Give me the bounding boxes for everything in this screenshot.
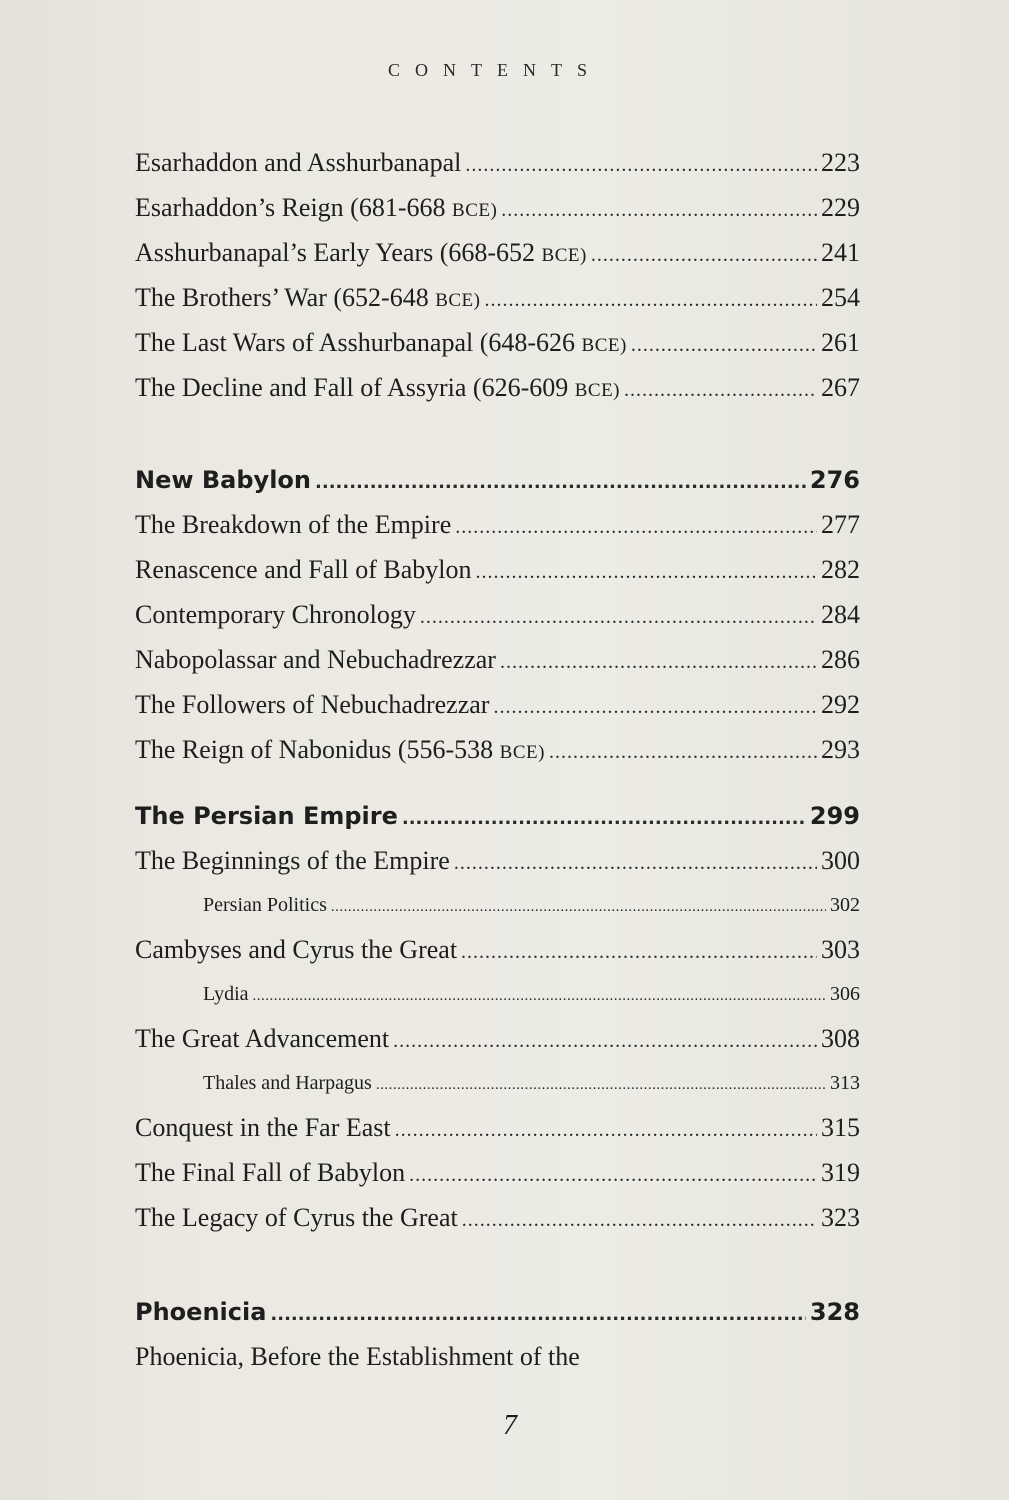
- entry-title: [135, 365, 620, 413]
- toc-entry[interactable]: [135, 727, 860, 772]
- entry-title: [135, 592, 416, 637]
- entry-title-text: The Decline and Fall of Assyria (626-609: [135, 373, 569, 402]
- era-abbreviation: BCE): [581, 335, 627, 356]
- entry-title: [135, 230, 587, 278]
- entry-page-number: 308: [821, 1024, 860, 1053]
- entry-title-text: Persian Politics: [203, 894, 327, 916]
- section-title: Phoenicia: [135, 1298, 267, 1326]
- era-abbreviation: BCE): [541, 245, 587, 266]
- entry-title-text: The Final Fall of Babylon: [135, 1158, 406, 1187]
- entry-page-number: 286: [821, 645, 860, 674]
- entry-page-number: 300: [821, 846, 860, 875]
- dot-leader: [270, 1293, 805, 1337]
- dot-leader: [624, 368, 817, 413]
- toc-entry[interactable]: [135, 1150, 860, 1195]
- section-spacer: [135, 772, 860, 794]
- entry-page-number: 293: [821, 735, 860, 764]
- toc-entry[interactable]: [135, 275, 860, 320]
- toc-entry[interactable]: [135, 547, 860, 592]
- entry-title: [203, 972, 249, 1016]
- entry-page-number: 229: [821, 193, 860, 222]
- entry-title-text: The Brothers’ War (652-648: [135, 283, 429, 312]
- toc-entry[interactable]: [135, 185, 860, 230]
- entry-title: [135, 682, 489, 727]
- entry-title-text: Asshurbanapal’s Early Years (668-652: [135, 238, 536, 267]
- dot-leader: [253, 974, 826, 1018]
- dot-leader: [402, 797, 806, 841]
- entry-page-number: 292: [821, 690, 860, 719]
- entry-title: [135, 927, 457, 972]
- toc-subentry[interactable]: [135, 1061, 860, 1105]
- dot-leader: [420, 595, 817, 640]
- entry-title: [135, 185, 497, 233]
- toc-section-heading[interactable]: [135, 1290, 860, 1334]
- entry-title-text: Nabopolassar and Nebuchadrezzar: [135, 645, 496, 674]
- entry-title: [135, 727, 545, 775]
- toc-section-heading[interactable]: [135, 458, 860, 502]
- entry-title-text: The Followers of Nebuchadrezzar: [135, 690, 490, 719]
- entry-page-number: 241: [821, 238, 860, 267]
- section-spacer: [135, 410, 860, 458]
- dot-leader: [462, 1198, 817, 1243]
- entry-title: [135, 140, 461, 185]
- dot-leader: [409, 1153, 817, 1198]
- toc-subentry[interactable]: [135, 972, 860, 1016]
- toc-section-heading[interactable]: [135, 794, 860, 838]
- era-abbreviation: BCE): [499, 742, 545, 763]
- entry-title-text: The Last Wars of Asshurbanapal (648-626: [135, 328, 576, 357]
- dot-leader: [393, 1019, 817, 1064]
- table-of-contents: [135, 140, 860, 1379]
- running-head: CONTENTS: [388, 60, 602, 80]
- entry-title-text: The Great Advancement: [135, 1024, 390, 1053]
- entry-title-text: The Legacy of Cyrus the Great: [135, 1203, 458, 1232]
- section-title: New Babylon: [135, 466, 312, 494]
- entry-title-text: Cambyses and Cyrus the Great: [135, 935, 458, 964]
- entry-page-number: 282: [821, 555, 860, 584]
- entry-title-text: Esarhaddon’s Reign (681-668: [135, 193, 446, 222]
- dot-leader: [315, 461, 806, 505]
- entry-title: [135, 1334, 580, 1379]
- entry-page-number: 254: [821, 283, 860, 312]
- toc-entry[interactable]: [135, 927, 860, 972]
- entry-page-number: 261: [821, 328, 860, 357]
- toc-entry[interactable]: [135, 140, 860, 185]
- toc-entry[interactable]: [135, 637, 860, 682]
- entry-page-number: 267: [821, 373, 860, 402]
- toc-entry[interactable]: [135, 838, 860, 883]
- toc-entry[interactable]: [135, 592, 860, 637]
- dot-leader: [549, 730, 817, 775]
- entry-title: [135, 1105, 391, 1150]
- entry-page-number: 313: [830, 1072, 860, 1094]
- entry-title: [135, 547, 471, 592]
- section-page-number: 299: [809, 802, 860, 830]
- entry-title-text: The Reign of Nabonidus (556-538: [135, 735, 494, 764]
- toc-entry[interactable]: [135, 1334, 860, 1379]
- section-page-number: 276: [809, 466, 860, 494]
- entry-title: [135, 1016, 389, 1061]
- entry-title-text: Lydia: [203, 983, 249, 1005]
- entry-title: [135, 637, 496, 682]
- toc-entry[interactable]: [135, 320, 860, 365]
- entry-title: [135, 502, 451, 547]
- dot-leader: [461, 930, 817, 975]
- dot-leader: [475, 550, 817, 595]
- entry-page-number: 302: [830, 894, 860, 916]
- entry-title-text: Thales and Harpagus: [203, 1072, 372, 1094]
- toc-entry[interactable]: [135, 1016, 860, 1061]
- dot-leader: [493, 685, 817, 730]
- entry-title-text: Contemporary Chronology: [135, 600, 416, 629]
- entry-title-text: The Breakdown of the Empire: [135, 510, 452, 539]
- entry-title: [135, 320, 627, 368]
- dot-leader: [501, 188, 817, 233]
- era-abbreviation: BCE): [435, 290, 481, 311]
- section-spacer: [135, 1240, 860, 1290]
- entry-title: [203, 1061, 372, 1105]
- entry-title-text: Renascence and Fall of Babylon: [135, 555, 472, 584]
- entry-title: [135, 1195, 458, 1240]
- toc-entry[interactable]: [135, 1105, 860, 1150]
- era-abbreviation: BCE): [452, 200, 498, 221]
- entry-page-number: 223: [821, 148, 860, 177]
- toc-entry[interactable]: [135, 1195, 860, 1240]
- entry-page-number: 277: [821, 510, 860, 539]
- dot-leader: [500, 640, 817, 685]
- entry-page-number: 306: [830, 983, 860, 1005]
- entry-title: [203, 883, 327, 927]
- toc-entry[interactable]: [135, 365, 860, 410]
- dot-leader: [591, 233, 817, 278]
- entry-page-number: 284: [821, 600, 860, 629]
- page-number: 7: [503, 1410, 517, 1441]
- entry-title-text: Conquest in the Far East: [135, 1113, 391, 1142]
- dot-leader: [631, 323, 817, 368]
- dot-leader: [484, 278, 817, 323]
- entry-title: [135, 1150, 405, 1195]
- dot-leader: [376, 1063, 826, 1107]
- entry-title-text: Phoenicia, Before the Establishment of the: [135, 1342, 580, 1371]
- entry-page-number: 323: [821, 1203, 860, 1232]
- entry-title: [135, 838, 450, 883]
- dot-leader: [454, 841, 817, 886]
- entry-title-text: The Beginnings of the Empire: [135, 846, 450, 875]
- entry-page-number: 319: [821, 1158, 860, 1187]
- dot-leader: [395, 1108, 817, 1153]
- entry-title-text: Esarhaddon and Asshurbanapal: [135, 148, 462, 177]
- toc-entry[interactable]: [135, 230, 860, 275]
- dot-leader: [331, 885, 826, 929]
- toc-entry[interactable]: [135, 682, 860, 727]
- toc-entry[interactable]: [135, 502, 860, 547]
- entry-page-number: 315: [821, 1113, 860, 1142]
- section-page-number: 328: [809, 1298, 860, 1326]
- entry-page-number: 303: [821, 935, 860, 964]
- dot-leader: [465, 143, 817, 188]
- entry-title: [135, 275, 480, 323]
- dot-leader: [455, 505, 817, 550]
- toc-subentry[interactable]: [135, 883, 860, 927]
- era-abbreviation: BCE): [574, 380, 621, 401]
- section-title: The Persian Empire: [135, 802, 398, 830]
